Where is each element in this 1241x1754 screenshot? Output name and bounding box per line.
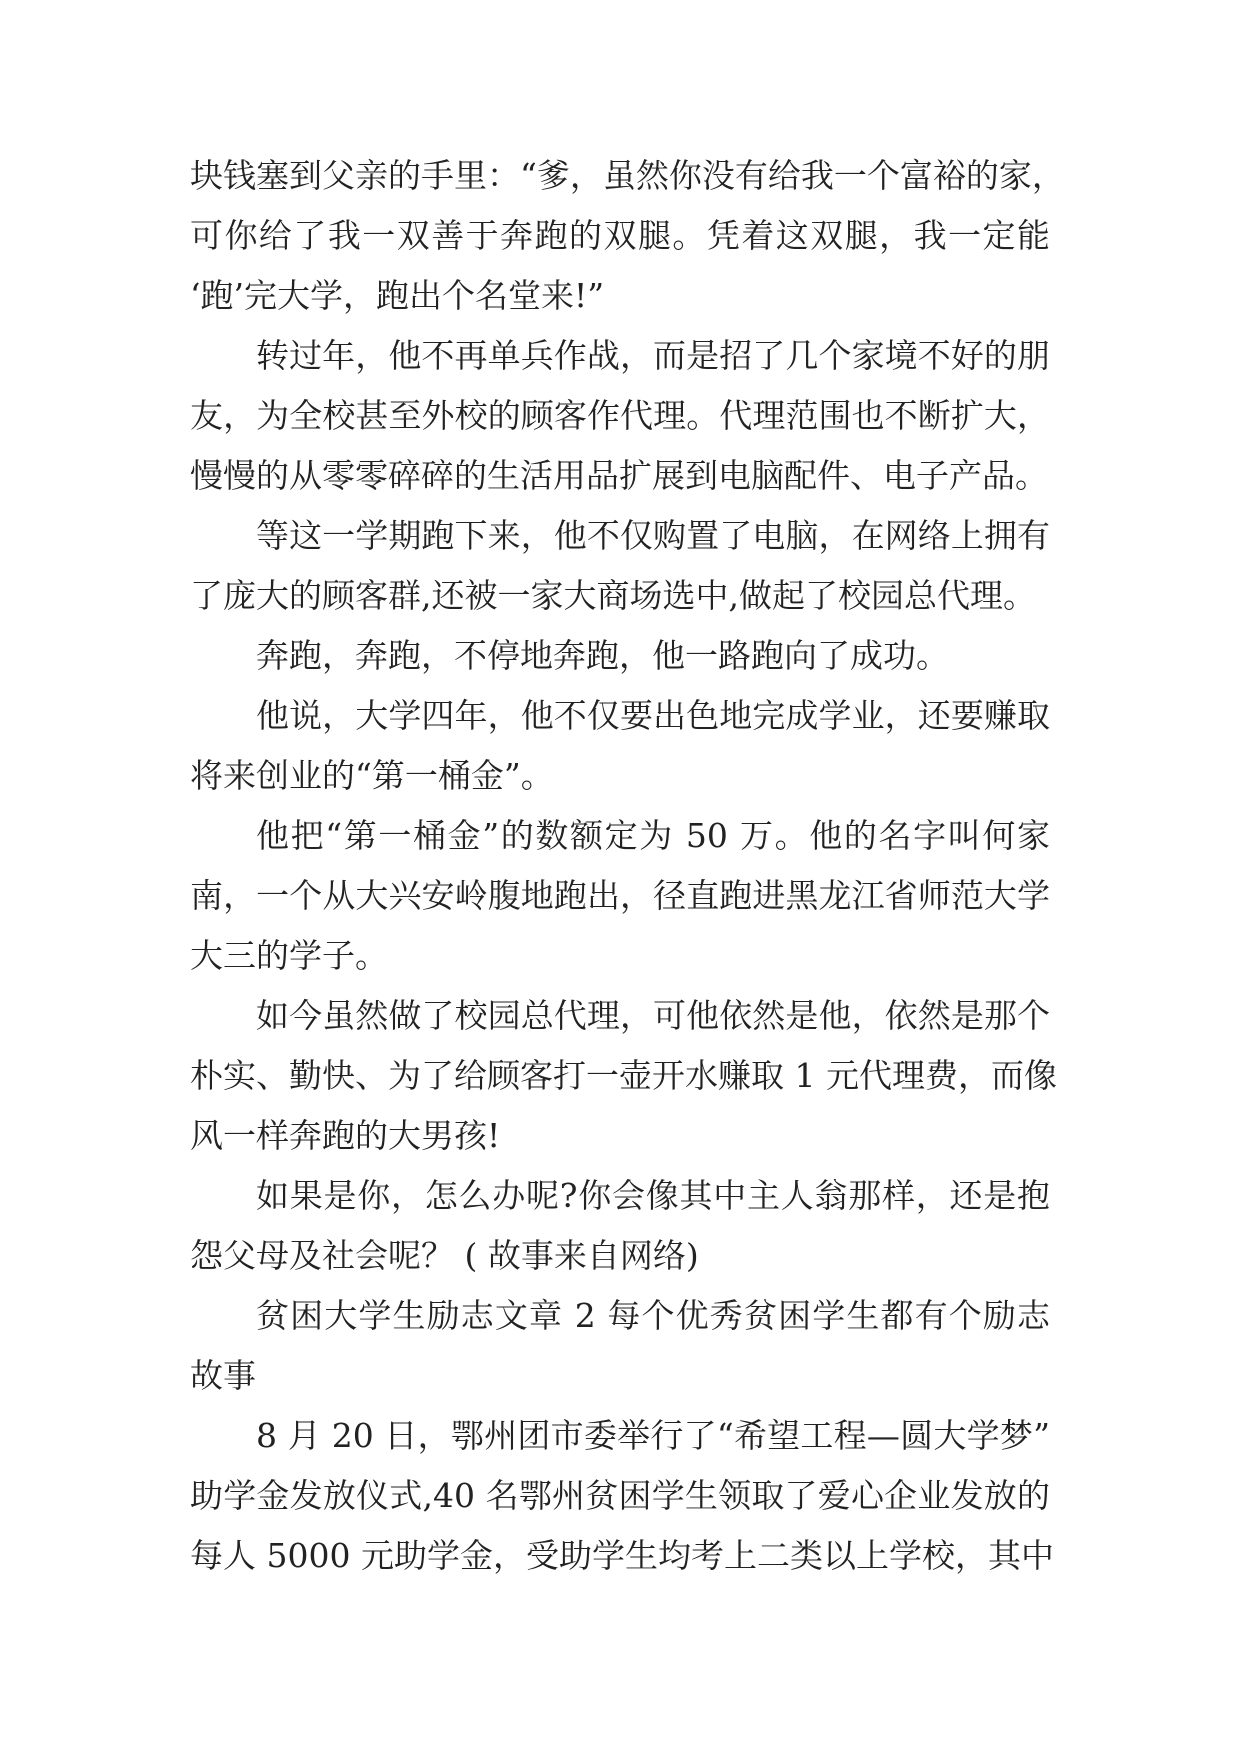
text-line: 风一样奔跑的大男孩! bbox=[190, 1116, 501, 1155]
text-line: ‘跑’完大学，跑出个名堂来!” bbox=[190, 276, 605, 315]
text-line: 奔跑，奔跑，不停地奔跑，他一路跑向了成功。 bbox=[256, 636, 949, 675]
text-line: 贫困大学生励志文章 2 每个优秀贫困学生都有个励志 bbox=[256, 1296, 1050, 1335]
text-line: 如果是你，怎么办呢?你会像其中主人翁那样，还是抱 bbox=[256, 1176, 1050, 1215]
text-line: 等这一学期跑下来，他不仅购置了电脑，在网络上拥有 bbox=[256, 516, 1050, 555]
text-line: 朴实、勤快、为了给顾客打一壶开水赚取 1 元代理费，而像 bbox=[190, 1056, 1057, 1095]
text-line: 助学金发放仪式,40 名鄂州贫困学生领取了爱心企业发放的 bbox=[190, 1476, 1050, 1515]
text-line: 块钱塞到父亲的手里：“爹，虽然你没有给我一个富裕的家， bbox=[190, 156, 1065, 195]
text-line: 8 月 20 日，鄂州团市委举行了“希望工程—圆大学梦” bbox=[256, 1416, 1050, 1455]
text-line: 将来创业的“第一桶金”。 bbox=[190, 756, 554, 795]
text-line: 可你给了我一双善于奔跑的双腿。凭着这双腿，我一定能 bbox=[190, 216, 1050, 255]
text-line: 如今虽然做了校园总代理，可他依然是他，依然是那个 bbox=[256, 996, 1050, 1035]
text-line: 他说，大学四年，他不仅要出色地完成学业，还要赚取 bbox=[256, 696, 1050, 735]
text-line: 转过年，他不再单兵作战，而是招了几个家境不好的朋 bbox=[256, 336, 1050, 375]
body-text bbox=[190, 146, 1065, 1586]
text-line: 了庞大的顾客群,还被一家大商场选中,做起了校园总代理。 bbox=[190, 576, 1036, 615]
text-line: 友，为全校甚至外校的顾客作代理。代理范围也不断扩大， bbox=[190, 396, 1050, 435]
text-line: 大三的学子。 bbox=[190, 936, 388, 975]
text-line: 怨父母及社会呢？ ( 故事来自网络) bbox=[190, 1236, 699, 1275]
text-line: 慢慢的从零零碎碎的生活用品扩展到电脑配件、电子产品。 bbox=[190, 456, 1048, 495]
text-line: 每人 5000 元助学金，受助学生均考上二类以上学校，其中 bbox=[190, 1536, 1054, 1575]
text-line: 故事 bbox=[190, 1356, 256, 1395]
text-line: 南，一个从大兴安岭腹地跑出，径直跑进黑龙江省师范大学 bbox=[190, 876, 1050, 915]
text-line: 他把“第一桶金”的数额定为 50 万。他的名字叫何家 bbox=[256, 816, 1050, 855]
